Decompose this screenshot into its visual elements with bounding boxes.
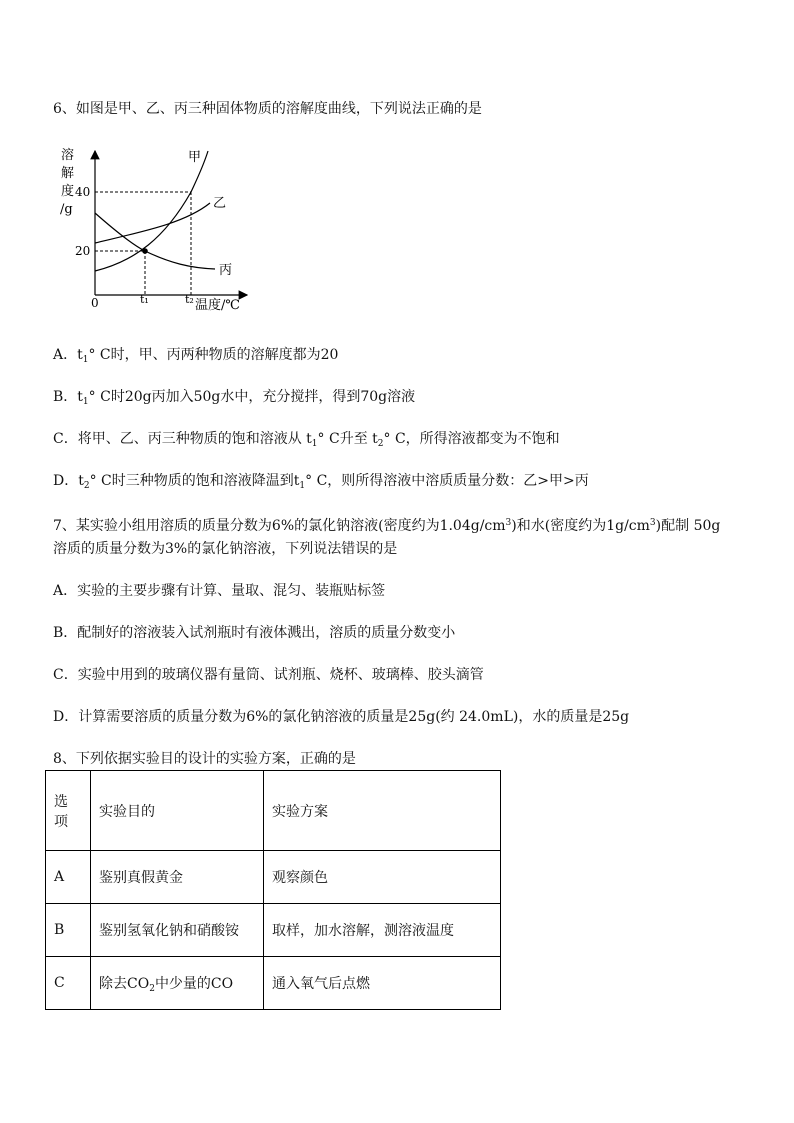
row-b-goal: 鉴别氢氧化钠和硝酸铵 [91, 904, 264, 957]
curve-yi [95, 203, 210, 243]
curve-label-jia: 甲 [188, 150, 202, 165]
x-tick-t2: t₂ [185, 293, 194, 306]
table-header-row [46, 771, 501, 851]
row-c-option: C [46, 957, 91, 1010]
intersection-point [142, 248, 148, 254]
table-row [46, 851, 501, 904]
question-7-stem-line2: 溶质的质量分数为3%的氯化钠溶液，下列说法错误的是 [53, 541, 398, 557]
question-6-option-c: C．将甲、乙、丙三种物质的饱和溶液从 $t_1^\circ$ C升至 $t_2^\circ$ C，所得溶液都变为不饱和 [53, 431, 560, 449]
solubility-chart [55, 143, 255, 313]
y-label-1: 溶 [61, 148, 75, 163]
table-row [46, 957, 501, 1010]
row-a-goal: 鉴别真假黄金 [91, 851, 264, 904]
curve-label-bing: 丙 [219, 263, 233, 278]
x-axis-label: 温度/℃ [195, 298, 240, 313]
curve-bing [95, 213, 215, 269]
question-6-option-a: A．$t_1^\circ$ C时，甲、丙两种物质的溶解度都为20 [53, 347, 339, 365]
question-7-stem: 7、某实验小组用溶质的质量分数为6%的氯化钠溶液(密度约为$1.04g/cm^3$)和水(密度约为$1g/cm^3$)配制 50g [53, 518, 721, 534]
header-plan: 实验方案 [264, 771, 501, 851]
question-8-table [45, 770, 501, 1010]
row-b-option: B [46, 904, 91, 957]
x-tick-t1: t₁ [140, 293, 149, 306]
table-row [46, 904, 501, 957]
y-label-unit: /g [60, 202, 73, 217]
header-goal: 实验目的 [91, 771, 264, 851]
question-6-stem: 6、如图是甲、乙、丙三种固体物质的溶解度曲线，下列说法正确的是 [53, 101, 482, 117]
row-c-goal: 除去$CO_2$中少量的CO [91, 957, 264, 1010]
header-option: 选 项 [46, 771, 91, 851]
y-label-3: 度 [61, 184, 75, 199]
row-a-option: A [46, 851, 91, 904]
question-6-option-d: D．$t_2^\circ$ C时三种物质的饱和溶液降温到$t_1^\circ$ C，则所得溶液中溶质质量分数：乙>甲>丙 [53, 473, 589, 491]
question-8-stem: 8、下列依据实验目的设计的实验方案，正确的是 [53, 751, 356, 767]
row-c-plan: 通入氧气后点燃 [264, 957, 501, 1010]
row-b-plan: 取样，加水溶解，测溶液温度 [264, 904, 501, 957]
y-label-2: 解 [61, 166, 75, 181]
curve-label-yi: 乙 [213, 196, 227, 211]
question-7-option-b: B．配制好的溶液装入试剂瓶时有液体溅出，溶质的质量分数变小 [53, 625, 456, 641]
question-6-option-b: B．$t_1^\circ$ C时20g丙加入50g水中，充分搅拌，得到70g溶液 [53, 389, 416, 407]
question-7-option-a: A．实验的主要步骤有计算、量取、混匀、装瓶贴标签 [53, 583, 386, 599]
question-7-option-d: D．计算需要溶质的质量分数为6%的氯化钠溶液的质量是25g(约 24.0mL)，水的质量是25g [53, 709, 630, 725]
y-tick-20: 20 [75, 244, 91, 258]
y-tick-40: 40 [75, 185, 91, 199]
x-tick-origin: 0 [91, 296, 99, 310]
row-a-plan: 观察颜色 [264, 851, 501, 904]
question-7-option-c: C．实验中用到的玻璃仪器有量筒、试剂瓶、烧杯、玻璃棒、胶头滴管 [53, 667, 484, 683]
